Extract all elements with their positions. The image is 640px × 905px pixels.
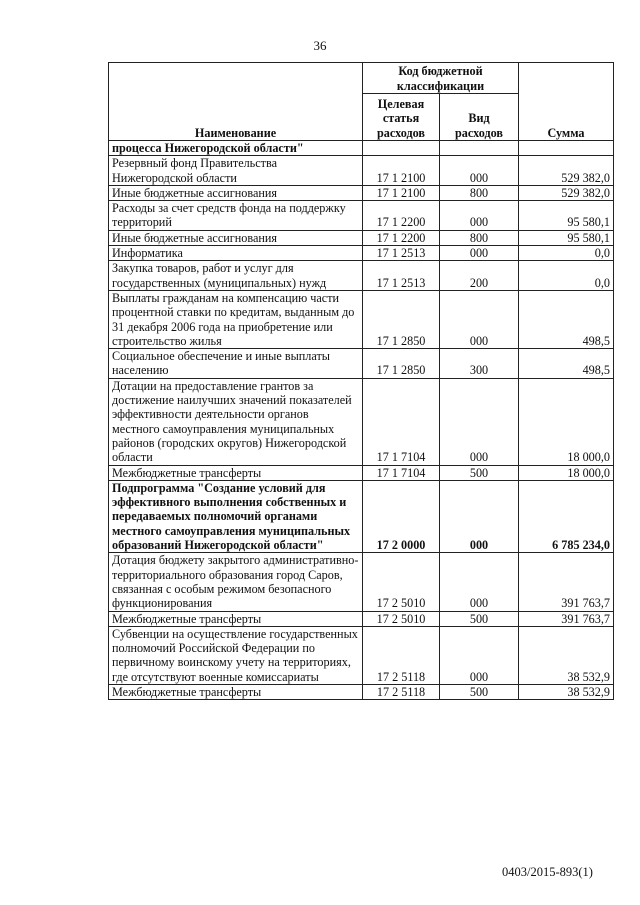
row-sum: 38 532,9 — [519, 626, 614, 684]
row-expense-type: 500 — [440, 684, 519, 699]
row-expense-type: 200 — [440, 261, 519, 291]
row-name: Расходы за счет средств фонда на поддержку территорий — [109, 201, 363, 231]
row-sum: 95 580,1 — [519, 201, 614, 231]
budget-table — [108, 62, 614, 700]
row-sum — [519, 141, 614, 156]
table-row — [109, 290, 614, 348]
row-sum: 529 382,0 — [519, 185, 614, 200]
page-number: 36 — [313, 38, 327, 53]
row-target-article: 17 1 2850 — [363, 290, 440, 348]
row-sum: 498,5 — [519, 290, 614, 348]
row-name: Иные бюджетные ассигнования — [109, 185, 363, 200]
table-row — [109, 626, 614, 684]
header-sum: Сумма — [519, 63, 614, 141]
table-row — [109, 261, 614, 291]
row-name: Информатика — [109, 246, 363, 261]
row-name: Социальное обеспечение и иные выплаты населению — [109, 349, 363, 379]
row-target-article: 17 1 7104 — [363, 465, 440, 480]
row-name: Межбюджетные трансферты — [109, 684, 363, 699]
row-name: Резервный фонд Правительства Нижегородской области — [109, 156, 363, 186]
row-name: Субвенции на осуществление государственных полномочий Российской Федерации по первичному воинскому учету на территориях, где отсутствуют военные комиссариаты — [109, 626, 363, 684]
row-sum: 0,0 — [519, 246, 614, 261]
table-row — [109, 480, 614, 552]
row-target-article: 17 1 2100 — [363, 156, 440, 186]
row-sum: 391 763,7 — [519, 611, 614, 626]
table-row — [109, 553, 614, 611]
row-target-article: 17 2 5010 — [363, 611, 440, 626]
table-row — [109, 230, 614, 245]
row-target-article: 17 1 2100 — [363, 185, 440, 200]
row-sum: 0,0 — [519, 261, 614, 291]
row-expense-type: 000 — [440, 626, 519, 684]
row-expense-type: 800 — [440, 230, 519, 245]
header-expense-type: Вид расходов — [440, 94, 519, 141]
table-row — [109, 156, 614, 186]
row-target-article: 17 2 5118 — [363, 684, 440, 699]
table-row — [109, 246, 614, 261]
row-target-article: 17 1 2513 — [363, 261, 440, 291]
row-name: Выплаты гражданам на компенсацию части процентной ставки по кредитам, выданным до 31 декабря 2006 года на приобретение или строительство жилья — [109, 290, 363, 348]
row-sum: 38 532,9 — [519, 684, 614, 699]
row-name: Межбюджетные трансферты — [109, 465, 363, 480]
row-expense-type: 500 — [440, 465, 519, 480]
row-name: Иные бюджетные ассигнования — [109, 230, 363, 245]
row-expense-type: 000 — [440, 201, 519, 231]
row-expense-type: 000 — [440, 156, 519, 186]
row-name: процесса Нижегородской области" — [109, 141, 363, 156]
row-expense-type: 000 — [440, 290, 519, 348]
row-expense-type: 000 — [440, 378, 519, 465]
row-sum: 18 000,0 — [519, 465, 614, 480]
table-body — [109, 141, 614, 700]
row-sum: 391 763,7 — [519, 553, 614, 611]
row-expense-type: 800 — [440, 185, 519, 200]
table-row — [109, 378, 614, 465]
row-target-article: 17 2 5118 — [363, 626, 440, 684]
row-name: Межбюджетные трансферты — [109, 611, 363, 626]
row-name: Подпрограмма "Создание условий для эффективного выполнения собственных и передаваемых полномочий органами местного самоуправления муниципальных образований Нижегородской области" — [109, 480, 363, 552]
row-name: Дотация бюджету закрытого административно-территориального образования город Саров, связанная с особым режимом безопасного функционирования — [109, 553, 363, 611]
table-row — [109, 611, 614, 626]
row-expense-type — [440, 141, 519, 156]
row-expense-type: 300 — [440, 349, 519, 379]
header-name: Наименование — [109, 63, 363, 141]
table-row — [109, 185, 614, 200]
table-row — [109, 201, 614, 231]
row-target-article: 17 1 2200 — [363, 201, 440, 231]
row-target-article: 17 2 0000 — [363, 480, 440, 552]
table-row — [109, 141, 614, 156]
row-target-article: 17 2 5010 — [363, 553, 440, 611]
table-row — [109, 349, 614, 379]
row-expense-type: 000 — [440, 246, 519, 261]
row-target-article: 17 1 2200 — [363, 230, 440, 245]
row-sum: 529 382,0 — [519, 156, 614, 186]
row-name: Закупка товаров, работ и услуг для государственных (муниципальных) нужд — [109, 261, 363, 291]
row-expense-type: 500 — [440, 611, 519, 626]
row-sum: 95 580,1 — [519, 230, 614, 245]
row-sum: 498,5 — [519, 349, 614, 379]
row-sum: 18 000,0 — [519, 378, 614, 465]
row-expense-type: 000 — [440, 553, 519, 611]
row-target-article: 17 1 2850 — [363, 349, 440, 379]
row-target-article: 17 1 7104 — [363, 378, 440, 465]
row-target-article — [363, 141, 440, 156]
table-row — [109, 465, 614, 480]
row-target-article: 17 1 2513 — [363, 246, 440, 261]
document-code: 0403/2015-893(1) — [502, 865, 593, 879]
row-sum: 6 785 234,0 — [519, 480, 614, 552]
row-name: Дотации на предоставление грантов за достижение наилучших значений показателей эффективности деятельности органов местного самоуправления муниципальных районов (городских округов) Нижегородской области — [109, 378, 363, 465]
header-target-article: Целевая статья расходов — [363, 94, 440, 141]
header-code-group: Код бюджетной классификации — [363, 63, 519, 94]
row-expense-type: 000 — [440, 480, 519, 552]
table-row — [109, 684, 614, 699]
